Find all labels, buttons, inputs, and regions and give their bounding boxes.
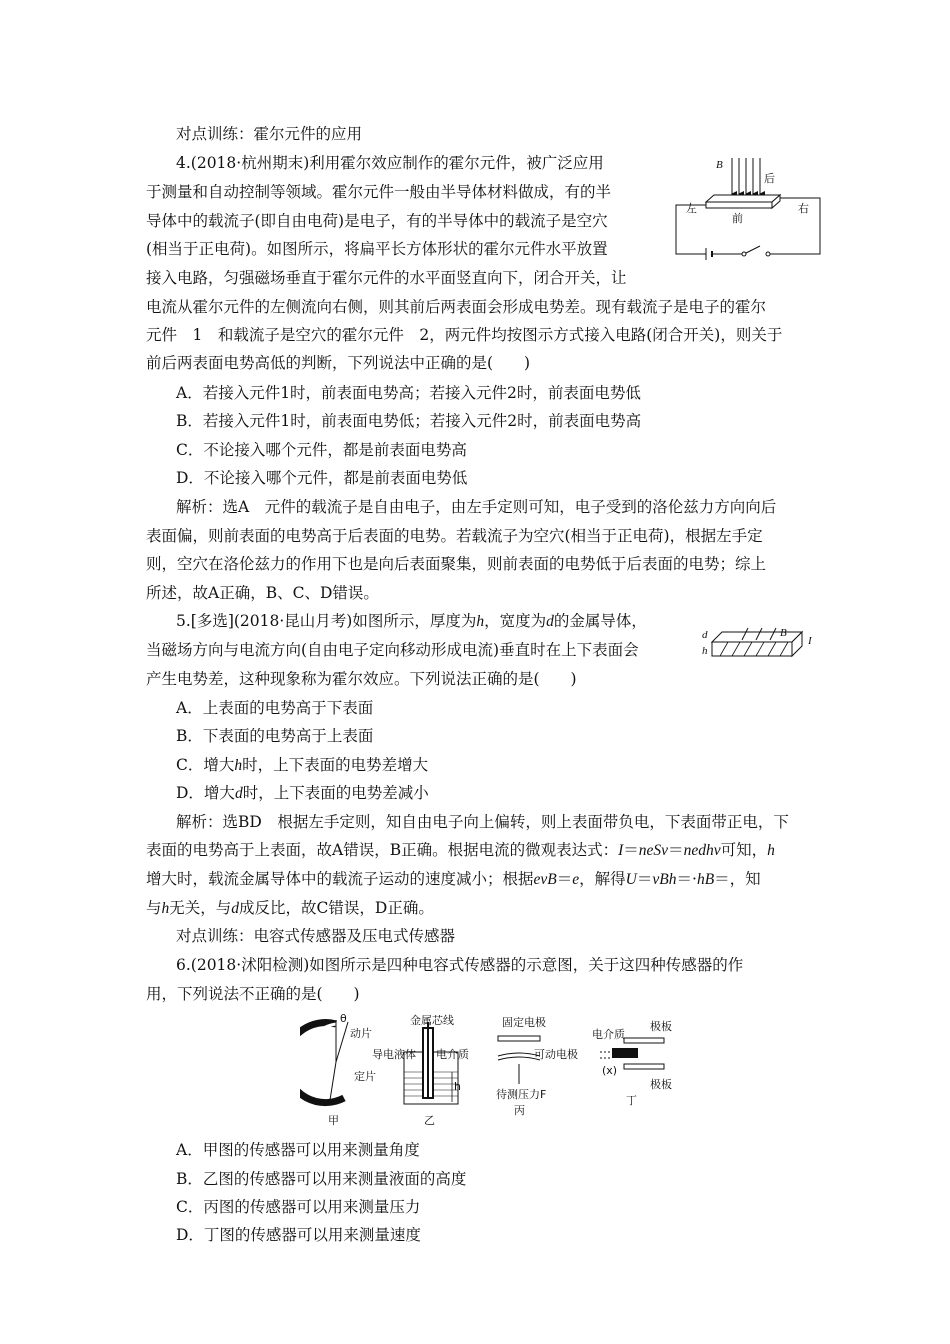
- q5-line: 产生电势差，这种现象称为霍尔效应。下列说法正确的是( ): [146, 670, 577, 688]
- plate1-label: 极板: [650, 1020, 672, 1033]
- q5-text: ，解得: [579, 870, 626, 888]
- var-h: h: [476, 613, 485, 630]
- q4-solution-line: 所述，故A正确，B、C、D错误。: [146, 584, 379, 602]
- q5-text: 时，上下表面的电势差增大: [242, 756, 429, 774]
- magnetic-field-arrows: [732, 158, 760, 194]
- q4-option-b: B．若接入元件1时，前表面电势低；若接入元件2时，前表面电势高: [176, 412, 642, 430]
- q5-text: ＝·: [676, 870, 697, 888]
- fixed-electrode-label: 固定电极: [502, 1016, 546, 1029]
- q5-text: ，宽度为: [484, 612, 547, 630]
- q4-line: 前后两表面电势高低的判断，下列说法中正确的是( ): [146, 354, 531, 372]
- q4-line: 于测量和自动控制等领域。霍尔元件一般由半导体材料做成，有的半: [146, 183, 612, 201]
- b-label: B: [780, 627, 787, 639]
- moving-plate-label: 动片: [350, 1027, 372, 1040]
- q5-text: 成反比，故C错误，D正确。: [239, 899, 434, 917]
- q5-text: ＝: [623, 841, 639, 859]
- q5-text: 表面的电势高于上表面，故A错误，B正确。根据电流的微观表达式：: [146, 841, 619, 859]
- metal-conductor-figure: [698, 624, 820, 678]
- q5-text: C．增大: [176, 756, 235, 774]
- h-label: h: [702, 645, 708, 657]
- q5-option-a: A．上表面的电势高于下表面: [176, 699, 374, 717]
- q4-line: 导体中的载流子(即自由电荷)是电子，有的半导体中的载流子是空穴: [146, 212, 608, 230]
- q6-line: 6.(2018·沭阳检测)如图所示是四种电容式传感器的示意图，关于这四种传感器的作: [176, 956, 744, 974]
- q5-solution-line: [146, 840, 775, 861]
- q6-option-c: C．丙图的传感器可以用来测量压力: [176, 1198, 421, 1216]
- field-label-b: B: [716, 159, 723, 171]
- dielectric2-label: 电介质: [592, 1028, 625, 1041]
- q5-solution-line: [146, 869, 761, 890]
- label-ding: 丁: [626, 1094, 637, 1107]
- q6-option-d: D．丁图的传感器可以用来测量速度: [176, 1226, 421, 1244]
- var-d: d: [231, 900, 240, 917]
- q5-option-d: [176, 783, 429, 804]
- sensor-bing: [496, 1015, 578, 1117]
- movable-electrode-label: 可动电极: [534, 1048, 578, 1061]
- label-jia: 甲: [328, 1114, 339, 1127]
- var-d: d: [546, 613, 554, 630]
- var-h: h: [161, 900, 170, 917]
- capacitive-sensors-figure: [300, 1012, 690, 1130]
- front-label: 前: [732, 212, 743, 225]
- switch-contact: [742, 252, 746, 256]
- var: I: [618, 842, 624, 859]
- q6-line: 用，下列说法不正确的是( ): [146, 985, 360, 1003]
- q4-line: 接入电路，匀强磁场垂直于霍尔元件的水平面竖直向下，闭合开关，让: [146, 269, 627, 287]
- dielectric-label: 电介质: [436, 1048, 469, 1061]
- q4-solution-line: 解析：选A 元件的载流子是自由电子，由左手定则可知，电子受到的洛伦兹力方向向后: [176, 498, 777, 516]
- var: evB: [533, 871, 557, 888]
- q6-option-a: A．甲图的传感器可以用来测量角度: [176, 1141, 420, 1159]
- var: h: [767, 842, 775, 859]
- q5-text: 无关，与: [169, 899, 232, 917]
- q4-option-c: C．不论接入哪个元件，都是前表面电势高: [176, 441, 467, 459]
- section-heading-hall: 对点训练：霍尔元件的应用: [176, 125, 363, 143]
- q5-text: ＝: [668, 841, 684, 859]
- sensor-yi: [372, 1013, 469, 1127]
- q4-option-a: A．若接入元件1时，前表面电势高；若接入元件2时，前表面电势低: [176, 384, 641, 402]
- q5-solution-line: [146, 898, 434, 919]
- q5-solution-line: 解析：选BD 根据左手定则，知自由电子向上偏转，则上表面带负电，下表面带正电，下: [176, 813, 789, 831]
- q5-line: 当磁场方向与电流方向(自由电子定向移动形成电流)垂直时在上下表面会: [146, 641, 639, 659]
- left-label: 左: [686, 202, 697, 215]
- hall-element-circuit-figure: [668, 150, 830, 270]
- q4-line: 电流从霍尔元件的左侧流向右侧，则其前后两表面会形成电势差。现有载流子是电子的霍尔: [146, 298, 767, 316]
- q5-text: 与: [146, 899, 162, 917]
- q4-solution-line: 表面偏，则前表面的电势高于后表面的电势。若载流子为空穴(相当于正电荷)，根据左手定: [146, 527, 763, 545]
- d-label: d: [702, 629, 708, 641]
- hall-element-slab: [706, 195, 780, 208]
- label-bing: 丙: [514, 1104, 525, 1117]
- var: neSv: [638, 842, 669, 859]
- current-label: I: [808, 635, 812, 647]
- x-label: (x): [602, 1064, 618, 1077]
- q5-text: 时，上下表面的电势差减小: [242, 784, 429, 802]
- var: vBh: [652, 871, 677, 888]
- h-label: h: [454, 1080, 461, 1093]
- q5-text: 增大时，载流金属导体中的载流子运动的速度减小；根据: [146, 870, 534, 888]
- var-h: h: [234, 757, 243, 774]
- q4-line: (相当于正电荷)。如图所示，将扁平长方体形状的霍尔元件水平放置: [146, 240, 608, 258]
- switch-contact: [766, 252, 770, 256]
- plate2-label: 极板: [650, 1078, 672, 1091]
- theta-label: θ: [340, 1012, 347, 1025]
- q4-solution-line: 则，空穴在洛伦兹力的作用下也是向后表面聚集，则前表面的电势低于后表面的电势；综上: [146, 555, 767, 573]
- q5-text: D．增大: [176, 784, 235, 802]
- q5-text: 的金属导体，: [553, 612, 647, 630]
- var-d: d: [234, 785, 243, 802]
- right-label: 右: [798, 202, 809, 215]
- q5-text: 可知，: [720, 841, 768, 859]
- sensor-ding: [592, 1019, 672, 1107]
- var: nedhv: [683, 842, 721, 859]
- var: e: [572, 871, 580, 888]
- q5-option-b: B．下表面的电势高于上表面: [176, 727, 374, 745]
- section-heading-capacitive: 对点训练：电容式传感器及压电式传感器: [176, 927, 456, 945]
- force-label: 待测压力F: [496, 1088, 547, 1101]
- q5-text: ＝，知: [714, 870, 761, 888]
- conductor-block: [712, 632, 802, 656]
- core-label: 金属芯线: [410, 1014, 454, 1027]
- fixed-plate-label: 定片: [354, 1070, 376, 1083]
- q4-line: 元件 1 和载流子是空穴的霍尔元件 2，两元件均按图示方式接入电路(闭合开关)，则关于: [146, 326, 783, 344]
- q5-text: 5.[多选](2018·昆山月考)如图所示，厚度为: [176, 612, 477, 630]
- sensor-jia: [300, 1012, 376, 1127]
- q5-option-c: [176, 755, 428, 776]
- liquid-label: 导电液体: [372, 1048, 416, 1061]
- q4-option-d: D．不论接入哪个元件，都是前表面电势低: [176, 469, 468, 487]
- q5-text: ＝: [556, 870, 573, 888]
- back-label: 后: [764, 172, 775, 185]
- q4-line: 4.(2018·杭州期末)利用霍尔效应制作的霍尔元件，被广泛应用: [176, 154, 604, 172]
- q6-option-b: B．乙图的传感器可以用来测量液面的高度: [176, 1170, 467, 1188]
- q5-line: [176, 611, 647, 632]
- q5-text: ＝: [636, 870, 653, 888]
- var: hB: [696, 871, 715, 888]
- var: U: [625, 871, 637, 888]
- label-yi: 乙: [424, 1114, 435, 1127]
